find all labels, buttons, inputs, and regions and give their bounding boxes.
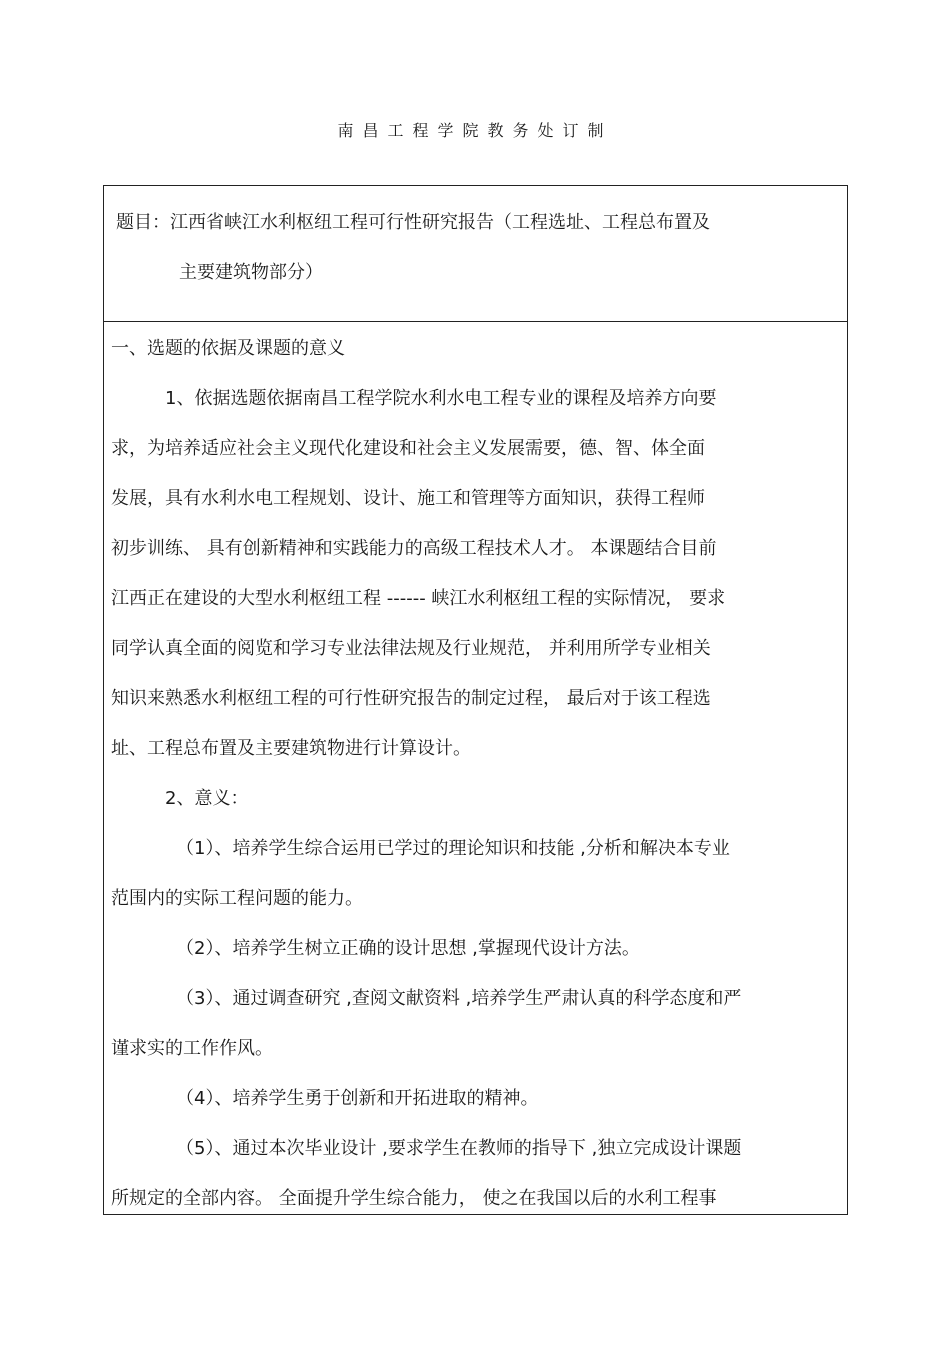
body-line: 址、工程总布置及主要建筑物进行计算设计。	[111, 738, 471, 759]
body-line: 所规定的全部内容。 全面提升学生综合能力， 使之在我国以后的水利工程事	[111, 1188, 717, 1209]
body-line: 江西正在建设的大型水利枢纽工程 ------ 峡江水利枢纽工程的实际情况， 要求	[111, 588, 726, 609]
body-line: 范围内的实际工程问题的能力。	[111, 888, 363, 909]
body-line: 求，为培养适应社会主义现代化建设和社会主义发展需要，德、智、体全面	[111, 438, 705, 459]
body-line: 谨求实的工作作风。	[111, 1038, 273, 1059]
title-line-1: 题目：江西省峡江水利枢纽工程可行性研究报告（工程选址、工程总布置及	[116, 212, 710, 233]
section-heading: 一、选题的依据及课题的意义	[111, 338, 345, 359]
body-line: 初步训练、 具有创新精神和实践能力的高级工程技术人才。 本课题结合目前	[111, 538, 717, 559]
body-line: （3）、通过调查研究 ,查阅文献资料 ,培养学生严肃认真的科学态度和严	[176, 988, 742, 1009]
proposal-form-table	[103, 185, 848, 1215]
body-line: 同学认真全面的阅览和学习专业法律法规及行业规范， 并利用所学专业相关	[111, 638, 711, 659]
institution-header: 南昌工程学院教务处订制	[337, 121, 613, 140]
body-line: 1、依据选题依据南昌工程学院水利水电工程专业的课程及培养方向要	[165, 388, 717, 409]
body-line: （2）、培养学生树立正确的设计思想 ,掌握现代设计方法。	[176, 938, 640, 959]
body-line: 知识来熟悉水利枢纽工程的可行性研究报告的制定过程， 最后对于该工程选	[111, 688, 711, 709]
body-line: （4）、培养学生勇于创新和开拓进取的精神。	[176, 1088, 539, 1109]
title-line-2: 主要建筑物部分）	[179, 262, 323, 283]
body-line: （1）、培养学生综合运用已学过的理论知识和技能 ,分析和解决本专业	[176, 838, 730, 859]
body-line: （5）、通过本次毕业设计 ,要求学生在教师的指导下 ,独立完成设计课题	[176, 1138, 742, 1159]
body-line: 发展，具有水利水电工程规划、设计、施工和管理等方面知识，获得工程师	[111, 488, 705, 509]
title-cell	[104, 186, 847, 322]
subheading-significance: 2、意义：	[165, 788, 249, 809]
